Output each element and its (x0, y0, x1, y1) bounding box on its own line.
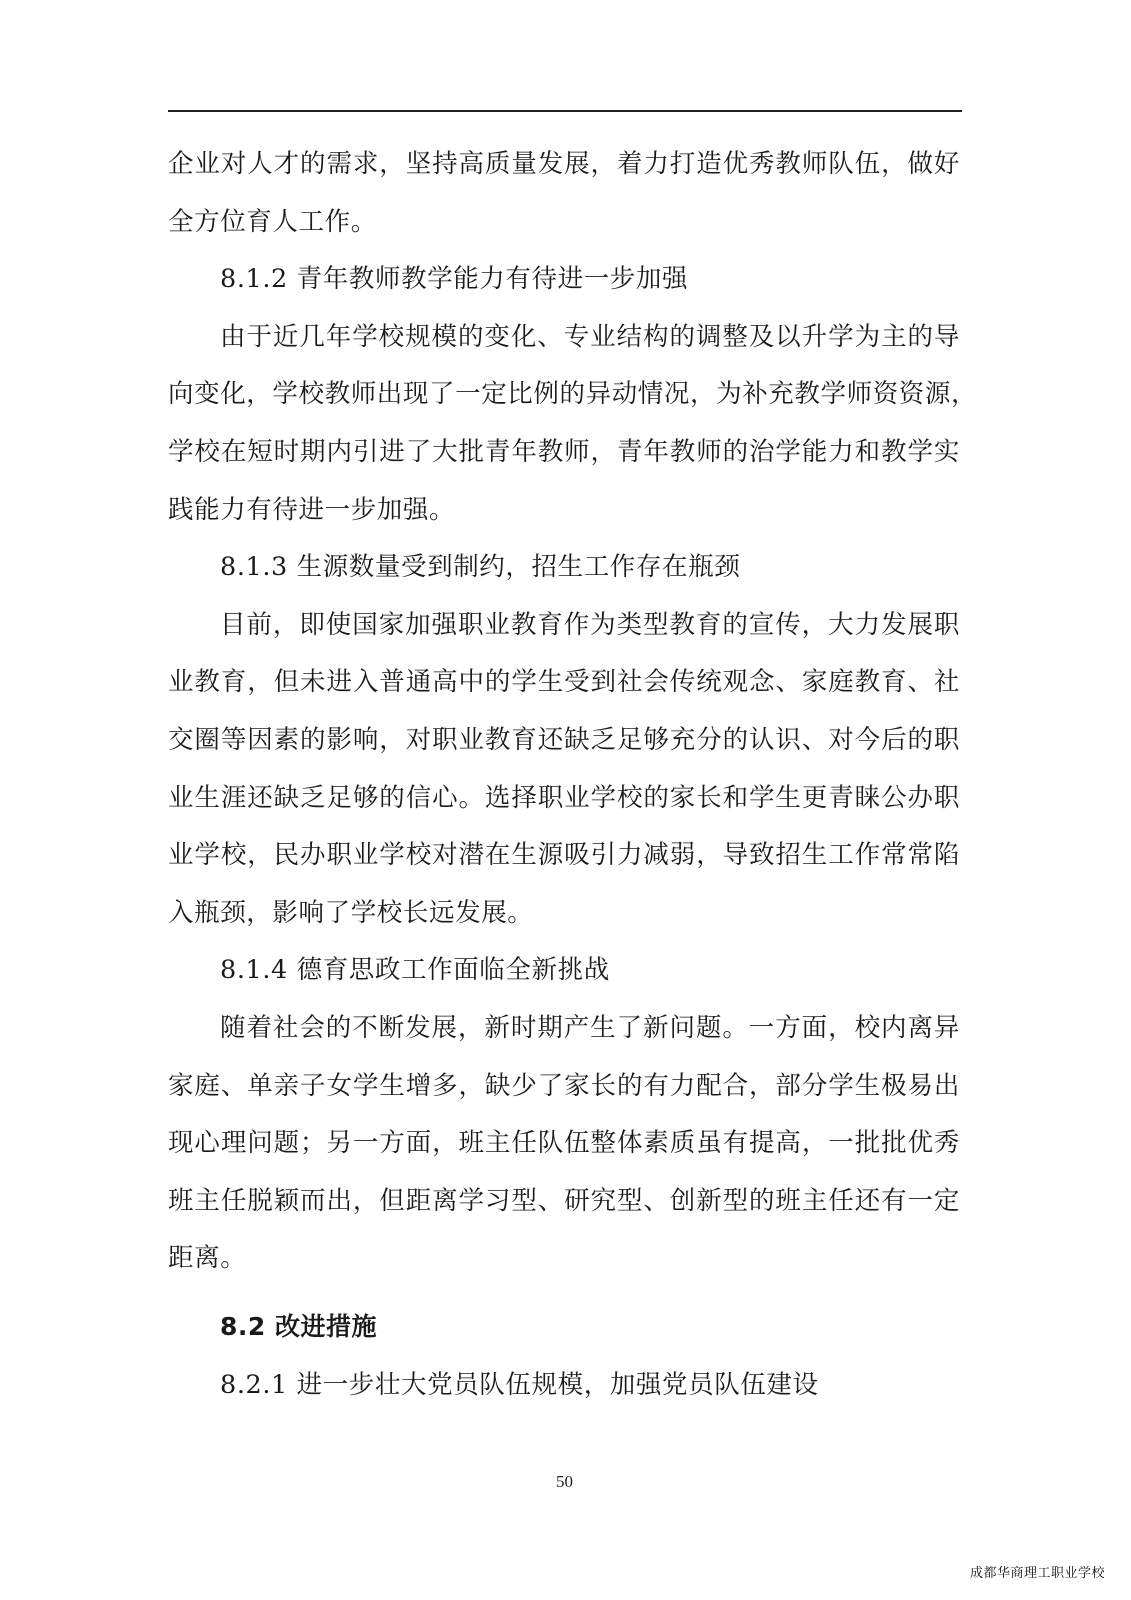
section-heading-8-1-4: 8.1.4 德育思政工作面临全新挑战 (220, 955, 610, 986)
paragraph-line: 业学校，民办职业学校对潜在生源吸引力减弱，导致招生工作常常陷 (168, 840, 960, 871)
paragraph-line: 践能力有待进一步加强。 (168, 494, 456, 525)
document-body (168, 136, 978, 1414)
paragraph-line: 业教育，但未进入普通高中的学生受到社会传统观念、家庭教育、社 (168, 667, 960, 698)
section-heading-8-1-2: 8.1.2 青年教师教学能力有待进一步加强 (220, 264, 689, 295)
paragraph-line: 随着社会的不断发展，新时期产生了新问题。一方面，校内离异 (220, 1012, 960, 1043)
paragraph-line: 交圈等因素的影响，对职业教育还缺乏足够充分的认识、对今后的职 (168, 724, 960, 755)
header-rule (168, 110, 962, 112)
page-number: 50 (556, 1472, 573, 1491)
footer-organization: 成都华商理工职业学校 (969, 1566, 1105, 1581)
paragraph-line: 企业对人才的需求，坚持高质量发展，着力打造优秀教师队伍，做好 (168, 149, 960, 179)
section-heading-8-1-3: 8.1.3 生源数量受到制约，招生工作存在瓶颈 (220, 552, 741, 583)
paragraph-line: 入瓶颈，影响了学校长远发展。 (168, 897, 534, 928)
paragraph-8-1-2 (168, 309, 978, 539)
paragraph-line: 向变化，学校教师出现了一定比例的异动情况，为补充教学师资资源， (168, 379, 978, 410)
paragraph-line: 业生涯还缺乏足够的信心。选择职业学校的家长和学生更青睐公办职 (168, 782, 960, 813)
paragraph-8-1-3 (168, 597, 960, 943)
section-heading-8-2: 8.2 改进措施 (220, 1311, 377, 1341)
paragraph-line: 全方位育人工作。 (168, 206, 377, 237)
paragraph-line: 家庭、单亲子女学生增多，缺少了家长的有力配合，部分学生极易出 (168, 1070, 960, 1101)
paragraph-line: 目前，即使国家加强职业教育作为类型教育的宣传，大力发展职 (220, 609, 960, 640)
paragraph-line: 由于近几年学校规模的变化、专业结构的调整及以升学为主的导 (220, 321, 960, 352)
paragraph-line: 距离。 (168, 1243, 247, 1274)
section-heading-8-2-1: 8.2.1 进一步壮大党员队伍规模，加强党员队伍建设 (220, 1369, 819, 1400)
paragraph-continuation (168, 136, 960, 251)
paragraph-8-1-4 (168, 1000, 960, 1288)
paragraph-line: 学校在短时期内引进了大批青年教师，青年教师的治学能力和教学实 (168, 436, 960, 467)
paragraph-line: 班主任脱颖而出，但距离学习型、研究型、创新型的班主任还有一定 (168, 1185, 960, 1216)
paragraph-line: 现心理问题；另一方面，班主任队伍整体素质虽有提高，一批批优秀 (168, 1128, 960, 1159)
